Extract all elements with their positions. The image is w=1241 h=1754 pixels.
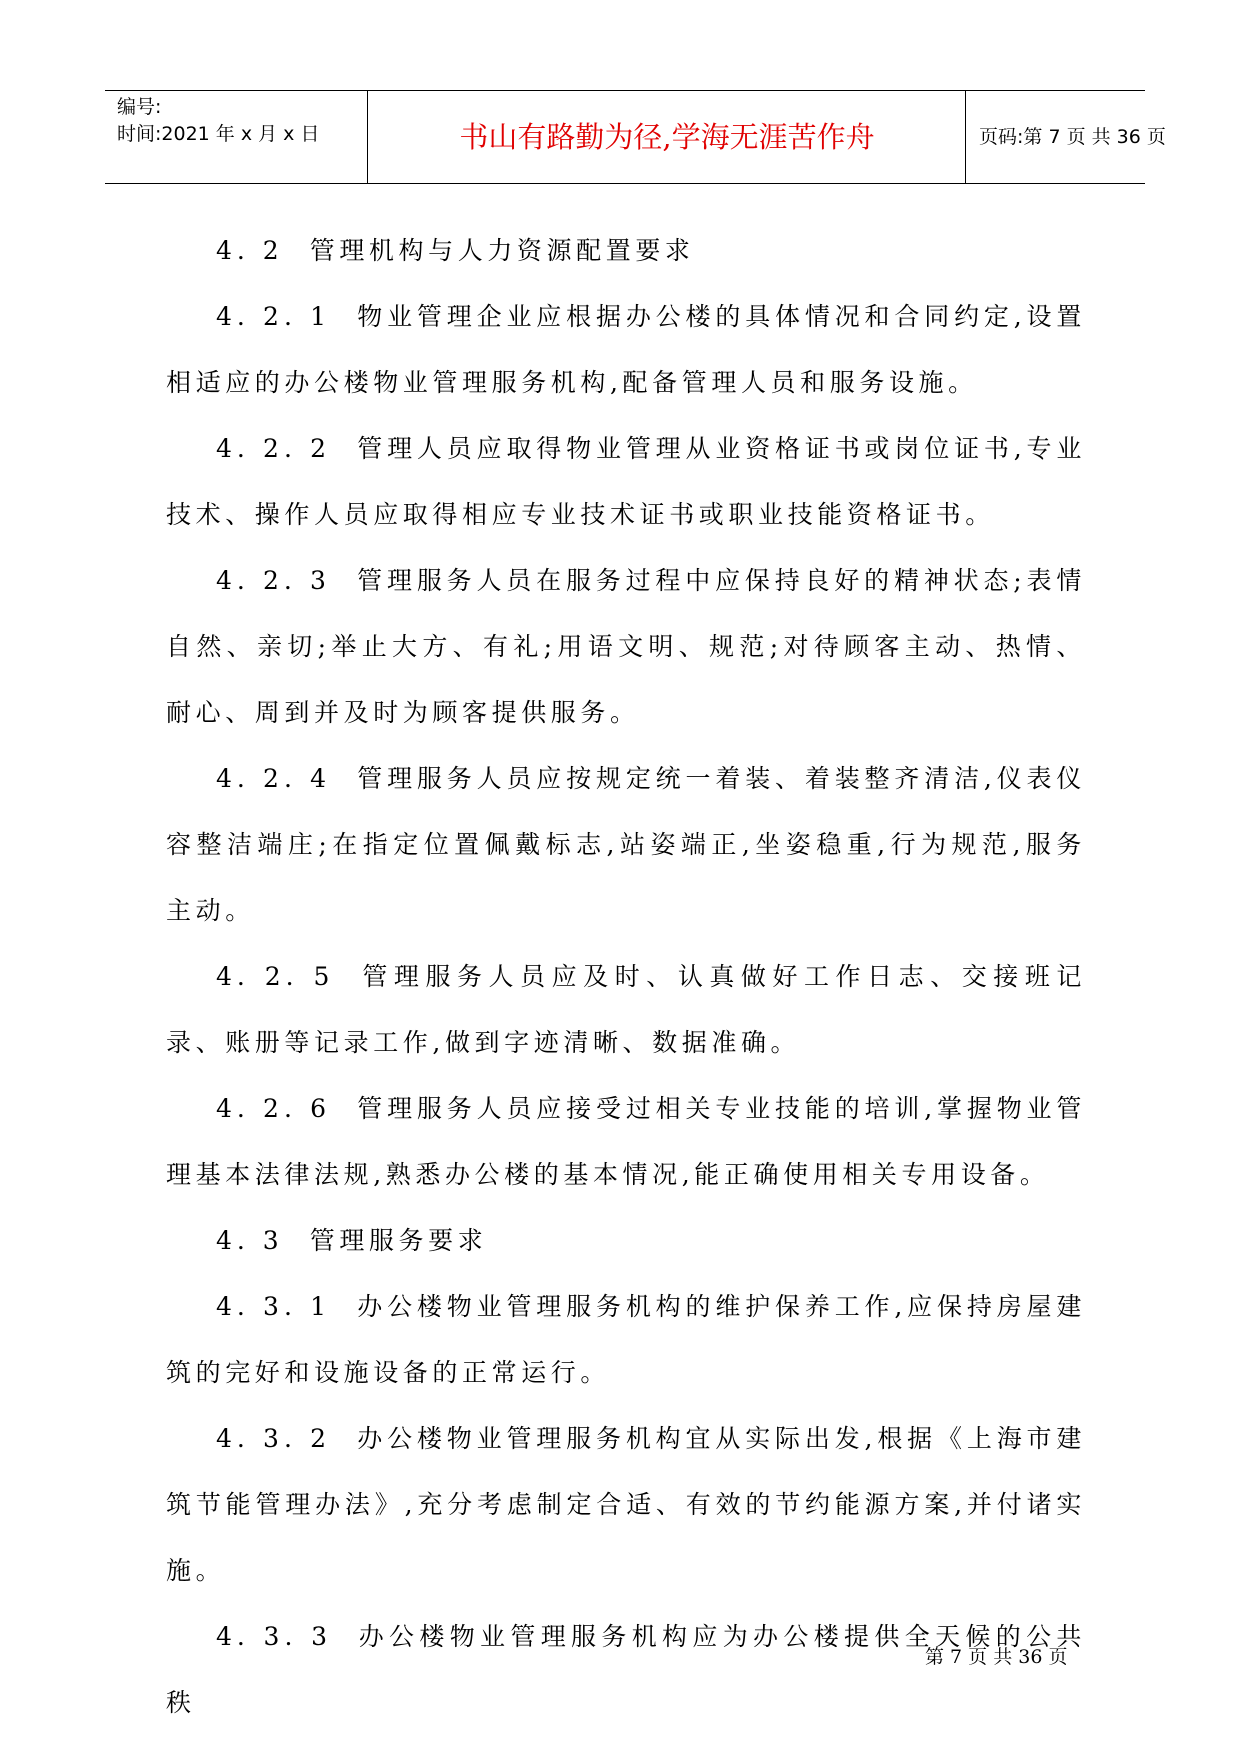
clause-number: 4. 3. 1 <box>216 1292 331 1321</box>
header-page-cell <box>967 91 1166 183</box>
clause-number: 4. 2. 6 <box>216 1094 331 1123</box>
clause-paragraph <box>166 746 1086 944</box>
clause-text: 管理机构与人力资源配置要求 <box>309 236 695 265</box>
clause-text: 管理服务人员应接受过相关专业技能的培训,掌握物业管理基本法律法规,熟悉办公楼的基本情况,能正确使用相关专用设备。 <box>166 1094 1086 1189</box>
clause-number: 4. 2. 1 <box>216 302 331 331</box>
clause-text: 管理服务人员应按规定统一着装、着装整齐清洁,仪表仪容整洁端庄;在指定位置佩戴标志,站姿端正,坐姿稳重,行为规范,服务主动。 <box>166 764 1086 925</box>
clause-text: 管理服务人员在服务过程中应保持良好的精神状态;表情自然、亲切;举止大方、有礼;用语文明、规范;对待顾客主动、热情、耐心、周到并及时为顾客提供服务。 <box>166 566 1086 727</box>
clause-text: 物业管理企业应根据办公楼的具体情况和合同约定,设置相适应的办公楼物业管理服务机构,配备管理人员和服务设施。 <box>166 302 1086 397</box>
clause-text: 办公楼物业管理服务机构应为办公楼提供全天候的公共秩 <box>166 1622 1086 1717</box>
document-body <box>166 218 1086 1736</box>
clause-number: 4. 3 <box>216 1226 284 1255</box>
section-heading <box>166 1208 1086 1274</box>
clause-number: 4. 2. 4 <box>216 764 331 793</box>
clause-paragraph <box>166 284 1086 416</box>
clause-paragraph <box>166 1274 1086 1406</box>
clause-text: 管理人员应取得物业管理从业资格证书或岗位证书,专业技术、操作人员应取得相应专业技术证书或职业技能资格证书。 <box>166 434 1086 529</box>
clause-number: 4. 2. 5 <box>216 962 335 991</box>
clause-paragraph <box>166 944 1086 1076</box>
clause-number: 4. 2 <box>216 236 284 265</box>
page-header <box>105 90 1166 184</box>
clause-number: 4. 3. 3 <box>216 1622 332 1651</box>
header-motto: 书山有路勤为径,学海无涯苦作舟 <box>459 120 875 154</box>
clause-number: 4. 2. 3 <box>216 566 331 595</box>
clause-paragraph <box>166 1604 1086 1736</box>
header-motto-cell <box>369 91 966 183</box>
clause-text: 办公楼物业管理服务机构宜从实际出发,根据《上海市建筑节能管理办法》,充分考虑制定合适、有效的节约能源方案,并付诸实施。 <box>166 1424 1086 1585</box>
clause-paragraph <box>166 1406 1086 1604</box>
clause-text: 管理服务人员应及时、认真做好工作日志、交接班记录、账册等记录工作,做到字迹清晰、数据准确。 <box>166 962 1086 1057</box>
header-page-number: 页码:第 7 页 共 36 页 <box>979 126 1166 148</box>
clause-number: 4. 2. 2 <box>216 434 331 463</box>
clause-paragraph <box>166 416 1086 548</box>
clause-paragraph <box>166 1076 1086 1208</box>
clause-paragraph <box>166 548 1086 746</box>
header-info-cell <box>105 91 368 183</box>
clause-text: 管理服务要求 <box>309 1226 488 1255</box>
document-number-label: 编号: <box>117 96 162 118</box>
document-time-label: 时间:2021 年 x 月 x 日 <box>117 123 320 145</box>
page-footer-number: 第 7 页 共 36 页 <box>925 1646 1068 1668</box>
clause-text: 办公楼物业管理服务机构的维护保养工作,应保持房屋建筑的完好和设施设备的正常运行。 <box>166 1292 1086 1387</box>
clause-number: 4. 3. 2 <box>216 1424 331 1453</box>
section-heading <box>166 218 1086 284</box>
